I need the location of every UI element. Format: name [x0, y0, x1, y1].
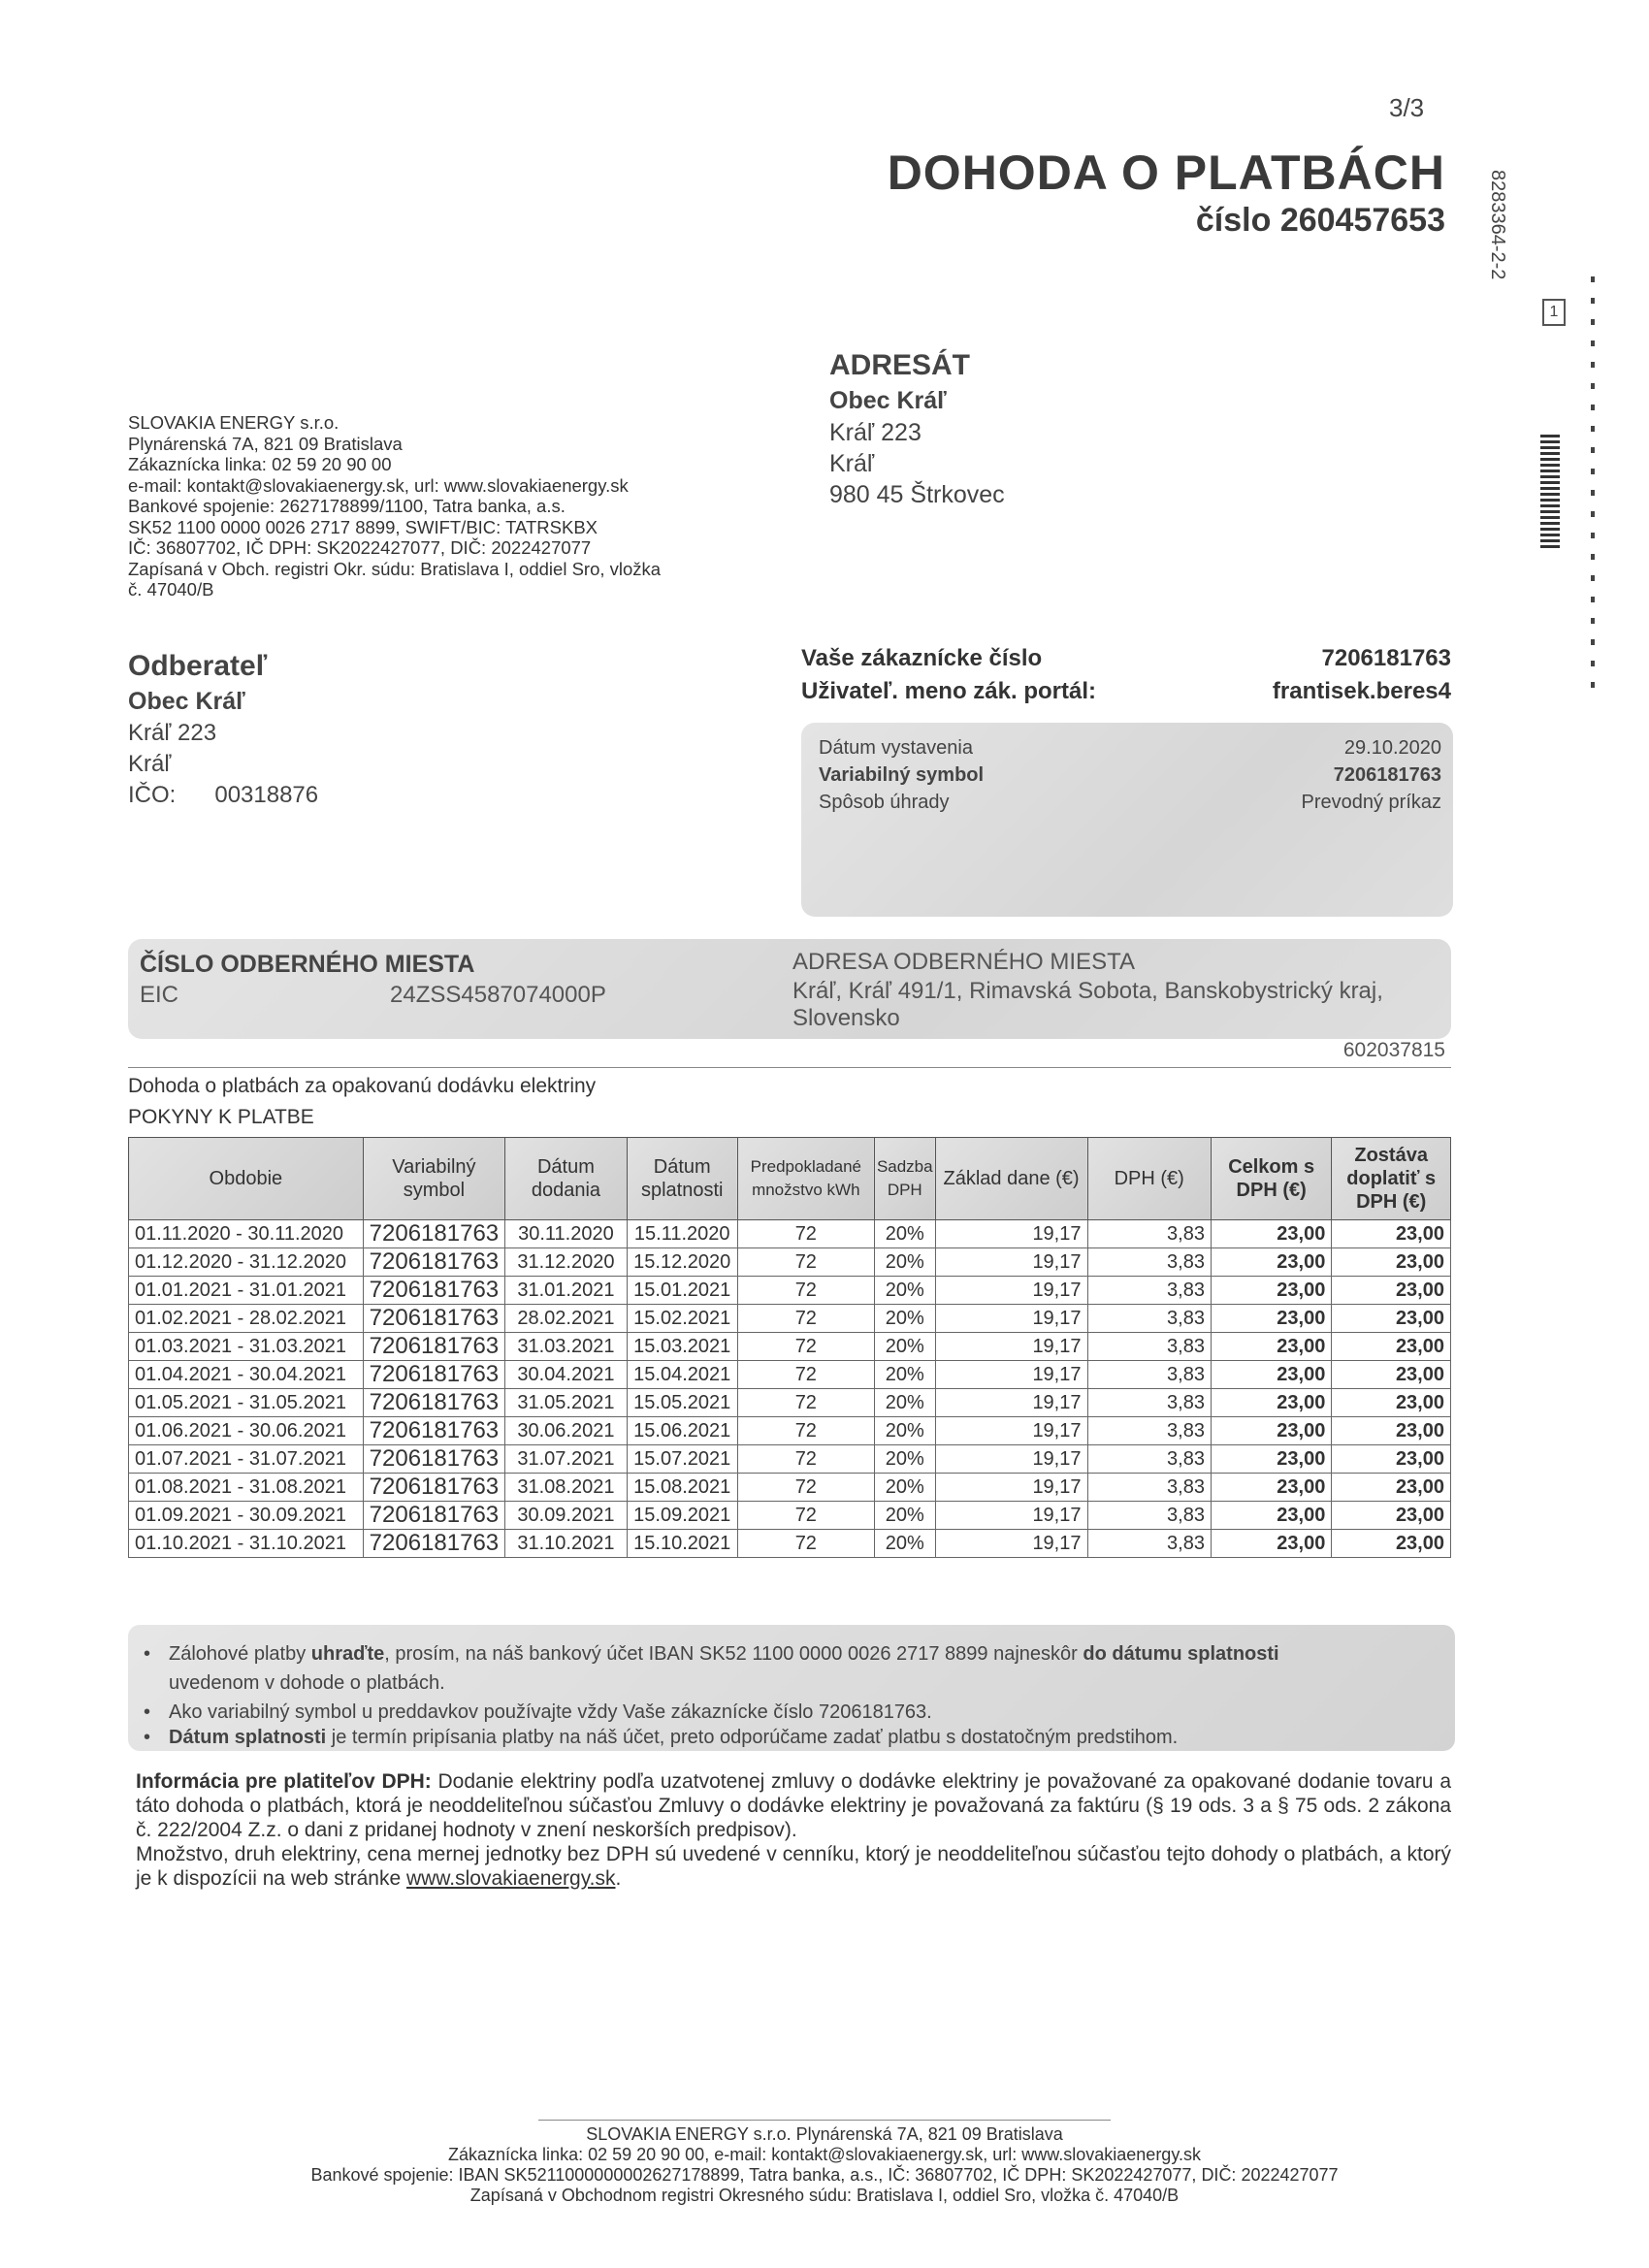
- table-cell: 23,00: [1332, 1248, 1451, 1277]
- payment-schedule-table: [128, 1137, 1451, 1558]
- supply-point-box: [128, 939, 1451, 1039]
- table-cell: 20%: [874, 1305, 935, 1333]
- table-cell: 72: [737, 1502, 874, 1530]
- table-cell: 20%: [874, 1389, 935, 1417]
- sender-line: Plynárenská 7A, 821 09 Bratislava: [128, 433, 403, 454]
- customer-line: Kráľ 223: [128, 720, 217, 746]
- table-row: [129, 1220, 1451, 1248]
- footer-divider: [538, 2120, 1111, 2121]
- table-cell: 15.03.2021: [627, 1333, 737, 1361]
- divider: [128, 1067, 1451, 1068]
- addressee-heading: ADRESÁT: [829, 349, 971, 381]
- table-cell: 15.05.2021: [627, 1389, 737, 1417]
- table-cell: 23,00: [1332, 1502, 1451, 1530]
- vat-paragraph: [136, 1769, 1451, 1842]
- sender-line: Zapísaná v Obch. registri Okr. súdu: Bratislava I, oddiel Sro, vložka: [128, 558, 662, 579]
- payment-notes: [128, 1625, 1455, 1751]
- table-header-row: [129, 1138, 1451, 1220]
- table-cell: 3,83: [1087, 1277, 1211, 1305]
- table-cell: 23,00: [1211, 1417, 1331, 1445]
- table-row: [129, 1530, 1451, 1558]
- page-number: 3/3: [1389, 93, 1425, 122]
- customer-block: [128, 648, 318, 811]
- vat-text: Dodanie elektriny podľa uzatvotenej zmluvy o dodávke elektriny je považované za opakované dodanie tovaru a táto dohoda o platbách, ktorá je neoddeliteľnou súčasťou Zmluvy o dodávke elektriny je považovaná za faktúru (§ 19 ods. 3 a § 75 ods. 2 zákona č. 222/2004 Z.z. o dani z pridanej hodnoty v znení neskorších predpisov).: [136, 1770, 1451, 1841]
- table-cell: 15.12.2020: [627, 1248, 737, 1277]
- customer-number-label: Vaše zákaznícke číslo: [801, 645, 1043, 671]
- footer-line: Zapísaná v Obchodnom registri Okresného súdu: Bratislava I, oddiel Sro, vložka č. 47040/B: [469, 2186, 1180, 2205]
- table-row: [129, 1248, 1451, 1277]
- table-cell: 20%: [874, 1417, 935, 1445]
- sender-block: [128, 412, 661, 600]
- addressee-name: Obec Kráľ: [829, 387, 947, 414]
- table-cell: 01.07.2021 - 31.07.2021: [129, 1445, 364, 1474]
- supply-point-heading: ČÍSLO ODBERNÉHO MIESTA: [140, 951, 475, 978]
- table-cell: 7206181763: [363, 1305, 504, 1333]
- table-cell: 19,17: [935, 1333, 1087, 1361]
- table-cell: 23,00: [1332, 1333, 1451, 1361]
- side-box: 1: [1542, 299, 1566, 326]
- table-cell: 19,17: [935, 1361, 1087, 1389]
- table-cell: 01.06.2021 - 30.06.2021: [129, 1417, 364, 1445]
- table-cell: 19,17: [935, 1530, 1087, 1558]
- table-cell: 01.05.2021 - 31.05.2021: [129, 1389, 364, 1417]
- table-cell: 01.09.2021 - 30.09.2021: [129, 1502, 364, 1530]
- customer-name: Obec Kráľ: [128, 688, 245, 715]
- table-cell: 20%: [874, 1502, 935, 1530]
- title-number: číslo 260457653: [1195, 202, 1445, 239]
- customer-info: [801, 642, 1451, 708]
- table-cell: 3,83: [1087, 1445, 1211, 1474]
- table-cell: 20%: [874, 1220, 935, 1248]
- table-cell: 23,00: [1211, 1502, 1331, 1530]
- eic-value: 24ZSS4587074000P: [390, 982, 606, 1008]
- note-item: [144, 1724, 1424, 1751]
- ico-label: IČO:: [128, 782, 177, 808]
- vat-label: Informácia pre platiteľov DPH:: [136, 1770, 432, 1793]
- table-cell: 72: [737, 1220, 874, 1248]
- table-cell: 7206181763: [363, 1474, 504, 1502]
- table-cell: 19,17: [935, 1445, 1087, 1474]
- table-cell: 3,83: [1087, 1220, 1211, 1248]
- table-cell: 19,17: [935, 1277, 1087, 1305]
- table-cell: 01.04.2021 - 30.04.2021: [129, 1361, 364, 1389]
- table-row: [129, 1502, 1451, 1530]
- sender-line: SK52 1100 0000 0026 2717 8899, SWIFT/BIC: TATRSKBX: [128, 516, 598, 537]
- table-cell: 72: [737, 1530, 874, 1558]
- table-cell: 20%: [874, 1277, 935, 1305]
- note-item: [144, 1640, 1424, 1668]
- vat-text: .: [615, 1867, 622, 1890]
- table-cell: 19,17: [935, 1417, 1087, 1445]
- table-cell: 23,00: [1211, 1248, 1331, 1277]
- portal-user-label: Uživateľ. meno zák. portál:: [801, 678, 1096, 704]
- footer-line: Zákaznícka linka: 02 59 20 90 00, e-mail: kontakt@slovakiaenergy.sk, url: www.slovakiaenergy.sk: [448, 2145, 1201, 2164]
- table-cell: 7206181763: [363, 1333, 504, 1361]
- bullet-icon: •: [144, 1643, 151, 1665]
- table-row: [129, 1445, 1451, 1474]
- table-cell: 7206181763: [363, 1417, 504, 1445]
- col-header: Základ dane (€): [935, 1138, 1087, 1220]
- table-cell: 31.01.2021: [505, 1277, 628, 1305]
- table-row: [129, 1277, 1451, 1305]
- table-cell: 23,00: [1211, 1361, 1331, 1389]
- table-cell: 19,17: [935, 1220, 1087, 1248]
- vat-information: [136, 1769, 1451, 1891]
- table-cell: 30.06.2021: [505, 1417, 628, 1445]
- website-link[interactable]: www.slovakiaenergy.sk: [405, 1867, 616, 1890]
- table-cell: 20%: [874, 1361, 935, 1389]
- table-cell: 3,83: [1087, 1530, 1211, 1558]
- table-cell: 01.10.2021 - 31.10.2021: [129, 1530, 364, 1558]
- table-cell: 3,83: [1087, 1248, 1211, 1277]
- table-row: [129, 1361, 1451, 1389]
- table-cell: 23,00: [1211, 1333, 1331, 1361]
- table-cell: 23,00: [1332, 1445, 1451, 1474]
- table-cell: 3,83: [1087, 1361, 1211, 1389]
- table-cell: 19,17: [935, 1305, 1087, 1333]
- variable-symbol-value: 7206181763: [1333, 764, 1441, 786]
- vat-text: Množstvo, druh elektriny, cena mernej jednotky bez DPH sú uvedené v cenníku, ktorý je neoddeliteľnou súčasťou tejto dohody o platbách, a ktorý je k dispozícii na web stránke: [136, 1843, 1451, 1890]
- table-cell: 19,17: [935, 1248, 1087, 1277]
- issue-date-value: 29.10.2020: [1343, 737, 1441, 759]
- col-header: Predpokladané množstvo kWh: [737, 1138, 874, 1220]
- table-cell: 20%: [874, 1530, 935, 1558]
- table-cell: 01.02.2021 - 28.02.2021: [129, 1305, 364, 1333]
- table-cell: 23,00: [1211, 1474, 1331, 1502]
- table-cell: 30.11.2020: [505, 1220, 628, 1248]
- col-header: Dátum dodania: [505, 1138, 628, 1220]
- table-cell: 20%: [874, 1248, 935, 1277]
- table-cell: 3,83: [1087, 1502, 1211, 1530]
- supply-point-number: 602037815: [1342, 1039, 1445, 1061]
- table-cell: 15.11.2020: [627, 1220, 737, 1248]
- table-cell: 15.02.2021: [627, 1305, 737, 1333]
- table-cell: 15.04.2021: [627, 1361, 737, 1389]
- table-cell: 72: [737, 1361, 874, 1389]
- table-cell: 7206181763: [363, 1502, 504, 1530]
- note-text: je termín pripísania platby na náš účet, preto odporúčame zadať platbu s dostatočným predstihom.: [326, 1727, 1179, 1748]
- table-cell: 31.07.2021: [505, 1445, 628, 1474]
- table-cell: 72: [737, 1277, 874, 1305]
- margin-dots: [1591, 276, 1595, 703]
- table-cell: 23,00: [1211, 1277, 1331, 1305]
- table-cell: 7206181763: [363, 1220, 504, 1248]
- ico-value: 00318876: [214, 782, 319, 808]
- table-cell: 23,00: [1211, 1389, 1331, 1417]
- customer-ico: [128, 780, 318, 811]
- table-cell: 7206181763: [363, 1445, 504, 1474]
- payment-instructions-heading: POKYNY K PLATBE: [128, 1106, 314, 1128]
- table-cell: 7206181763: [363, 1389, 504, 1417]
- table-cell: 23,00: [1211, 1220, 1331, 1248]
- table-cell: 23,00: [1332, 1277, 1451, 1305]
- table-cell: 31.05.2021: [505, 1389, 628, 1417]
- table-cell: 30.04.2021: [505, 1361, 628, 1389]
- table-cell: 72: [737, 1474, 874, 1502]
- note-text: Ako variabilný symbol u preddavkov používajte vždy Vaše zákaznícke číslo 7206181763.: [169, 1701, 932, 1723]
- title-main: DOHODA O PLATBÁCH: [887, 146, 1445, 200]
- table-cell: 01.08.2021 - 31.08.2021: [129, 1474, 364, 1502]
- table-cell: 3,83: [1087, 1305, 1211, 1333]
- barcode-marks: [1540, 435, 1560, 551]
- table-cell: 20%: [874, 1333, 935, 1361]
- table-cell: 23,00: [1332, 1474, 1451, 1502]
- footer-line: Bankové spojenie: IBAN SK5211000000002627178899, Tatra banka, a.s., IČ: 36807702, IČ DPH: SK2022427077, DIČ: 2022427077: [310, 2165, 1339, 2185]
- customer-heading: Odberateľ: [128, 650, 268, 682]
- table-cell: 7206181763: [363, 1361, 504, 1389]
- sender-line: č. 47040/B: [128, 579, 214, 599]
- eic-label: EIC: [140, 982, 179, 1008]
- addressee-line: Kráľ 223: [829, 419, 922, 446]
- table-cell: 30.09.2021: [505, 1502, 628, 1530]
- col-header: DPH (€): [1087, 1138, 1211, 1220]
- sender-line: Bankové spojenie: 2627178899/1100, Tatra banka, a.s.: [128, 496, 566, 516]
- addressee-block: [829, 347, 1005, 510]
- table-row: [129, 1389, 1451, 1417]
- table-row: [129, 1305, 1451, 1333]
- note-item: [144, 1669, 1424, 1697]
- addressee-line: 980 45 Štrkovec: [829, 481, 1005, 508]
- table-cell: 7206181763: [363, 1277, 504, 1305]
- table-cell: 3,83: [1087, 1333, 1211, 1361]
- customer-number-value: 7206181763: [1321, 645, 1451, 671]
- table-cell: 7206181763: [363, 1530, 504, 1558]
- portal-user-value: frantisek.beres4: [1272, 678, 1451, 704]
- payment-info-box: [801, 723, 1453, 917]
- bullet-icon: •: [144, 1727, 151, 1748]
- table-cell: 31.12.2020: [505, 1248, 628, 1277]
- customer-line: Kráľ: [128, 751, 172, 777]
- col-header: Obdobie: [129, 1138, 364, 1220]
- table-cell: 01.11.2020 - 30.11.2020: [129, 1220, 364, 1248]
- note-bold: Dátum splatnosti: [169, 1727, 327, 1748]
- table-cell: 28.02.2021: [505, 1305, 628, 1333]
- table-cell: 15.07.2021: [627, 1445, 737, 1474]
- table-cell: 31.10.2021: [505, 1530, 628, 1558]
- sender-line: SLOVAKIA ENERGY s.r.o.: [128, 412, 340, 433]
- table-cell: 72: [737, 1333, 874, 1361]
- table-cell: 20%: [874, 1445, 935, 1474]
- table-cell: 72: [737, 1305, 874, 1333]
- variable-symbol-label: Variabilný symbol: [819, 764, 985, 786]
- payment-method-label: Spôsob úhrady: [819, 792, 950, 813]
- table-cell: 72: [737, 1389, 874, 1417]
- table-cell: 01.03.2021 - 31.03.2021: [129, 1333, 364, 1361]
- table-row: [129, 1333, 1451, 1361]
- table-cell: 01.12.2020 - 31.12.2020: [129, 1248, 364, 1277]
- table-cell: 31.03.2021: [505, 1333, 628, 1361]
- table-cell: 15.08.2021: [627, 1474, 737, 1502]
- col-header: Celkom s DPH (€): [1211, 1138, 1331, 1220]
- table-cell: 15.09.2021: [627, 1502, 737, 1530]
- table-cell: 19,17: [935, 1474, 1087, 1502]
- supply-address-value: Kráľ, Kráľ 491/1, Rimavská Sobota, Banskobystrický kraj, Slovensko: [792, 978, 1383, 1031]
- table-cell: 72: [737, 1248, 874, 1277]
- note-bold: do dátumu splatnosti: [1083, 1643, 1279, 1665]
- col-header: Zostáva doplatiť s DPH (€): [1332, 1138, 1451, 1220]
- supply-address-heading: ADRESA ODBERNÉHO MIESTA: [792, 949, 1135, 975]
- table-cell: 23,00: [1332, 1305, 1451, 1333]
- vat-paragraph: [136, 1842, 1451, 1891]
- col-header: Variabilný symbol: [363, 1138, 504, 1220]
- footer: [0, 2124, 1649, 2206]
- note-text: uvedenom v dohode o platbách.: [169, 1672, 445, 1694]
- side-document-code: 8283364-2-2: [1487, 170, 1508, 280]
- col-header: Dátum splatnosti: [627, 1138, 737, 1220]
- sender-line: Zákaznícka linka: 02 59 20 90 00: [128, 454, 392, 474]
- table-cell: 72: [737, 1445, 874, 1474]
- issue-date-label: Dátum vystavenia: [819, 737, 973, 759]
- table-cell: 23,00: [1211, 1530, 1331, 1558]
- note-bold: uhraďte: [310, 1643, 385, 1665]
- sender-line: IČ: 36807702, IČ DPH: SK2022427077, DIČ: 2022427077: [128, 537, 592, 558]
- agreement-subtitle: Dohoda o platbách za opakovanú dodávku elektriny: [128, 1075, 597, 1097]
- table-cell: 3,83: [1087, 1417, 1211, 1445]
- table-cell: 7206181763: [363, 1248, 504, 1277]
- table-cell: 20%: [874, 1474, 935, 1502]
- table-cell: 3,83: [1087, 1474, 1211, 1502]
- table-cell: 23,00: [1211, 1445, 1331, 1474]
- addressee-line: Kráľ: [829, 450, 875, 477]
- table-cell: 23,00: [1211, 1305, 1331, 1333]
- note-item: [144, 1699, 1424, 1726]
- table-cell: 15.06.2021: [627, 1417, 737, 1445]
- footer-line: SLOVAKIA ENERGY s.r.o. Plynárenská 7A, 821 09 Bratislava: [586, 2124, 1063, 2144]
- table-cell: 19,17: [935, 1389, 1087, 1417]
- table-cell: 23,00: [1332, 1389, 1451, 1417]
- col-header: Sadzba DPH: [874, 1138, 935, 1220]
- table-cell: 72: [737, 1417, 874, 1445]
- table-cell: 3,83: [1087, 1389, 1211, 1417]
- table-cell: 01.01.2021 - 31.01.2021: [129, 1277, 364, 1305]
- table-cell: 23,00: [1332, 1361, 1451, 1389]
- table-cell: 31.08.2021: [505, 1474, 628, 1502]
- document-title: [888, 146, 1445, 241]
- table-cell: 23,00: [1332, 1417, 1451, 1445]
- note-text: , prosím, na náš bankový účet IBAN SK52 1100 0000 0026 2717 8899 najneskôr: [384, 1643, 1083, 1665]
- table-row: [129, 1417, 1451, 1445]
- payment-method-value: Prevodný príkaz: [1301, 792, 1441, 813]
- table-cell: 23,00: [1332, 1530, 1451, 1558]
- table-cell: 15.01.2021: [627, 1277, 737, 1305]
- note-text: Zálohové platby: [169, 1643, 311, 1665]
- table-cell: 15.10.2021: [627, 1530, 737, 1558]
- sender-line: e-mail: kontakt@slovakiaenergy.sk, url: www.slovakiaenergy.sk: [128, 474, 629, 496]
- table-row: [129, 1474, 1451, 1502]
- bullet-icon: •: [144, 1701, 151, 1723]
- table-cell: 23,00: [1332, 1220, 1451, 1248]
- table-cell: 19,17: [935, 1502, 1087, 1530]
